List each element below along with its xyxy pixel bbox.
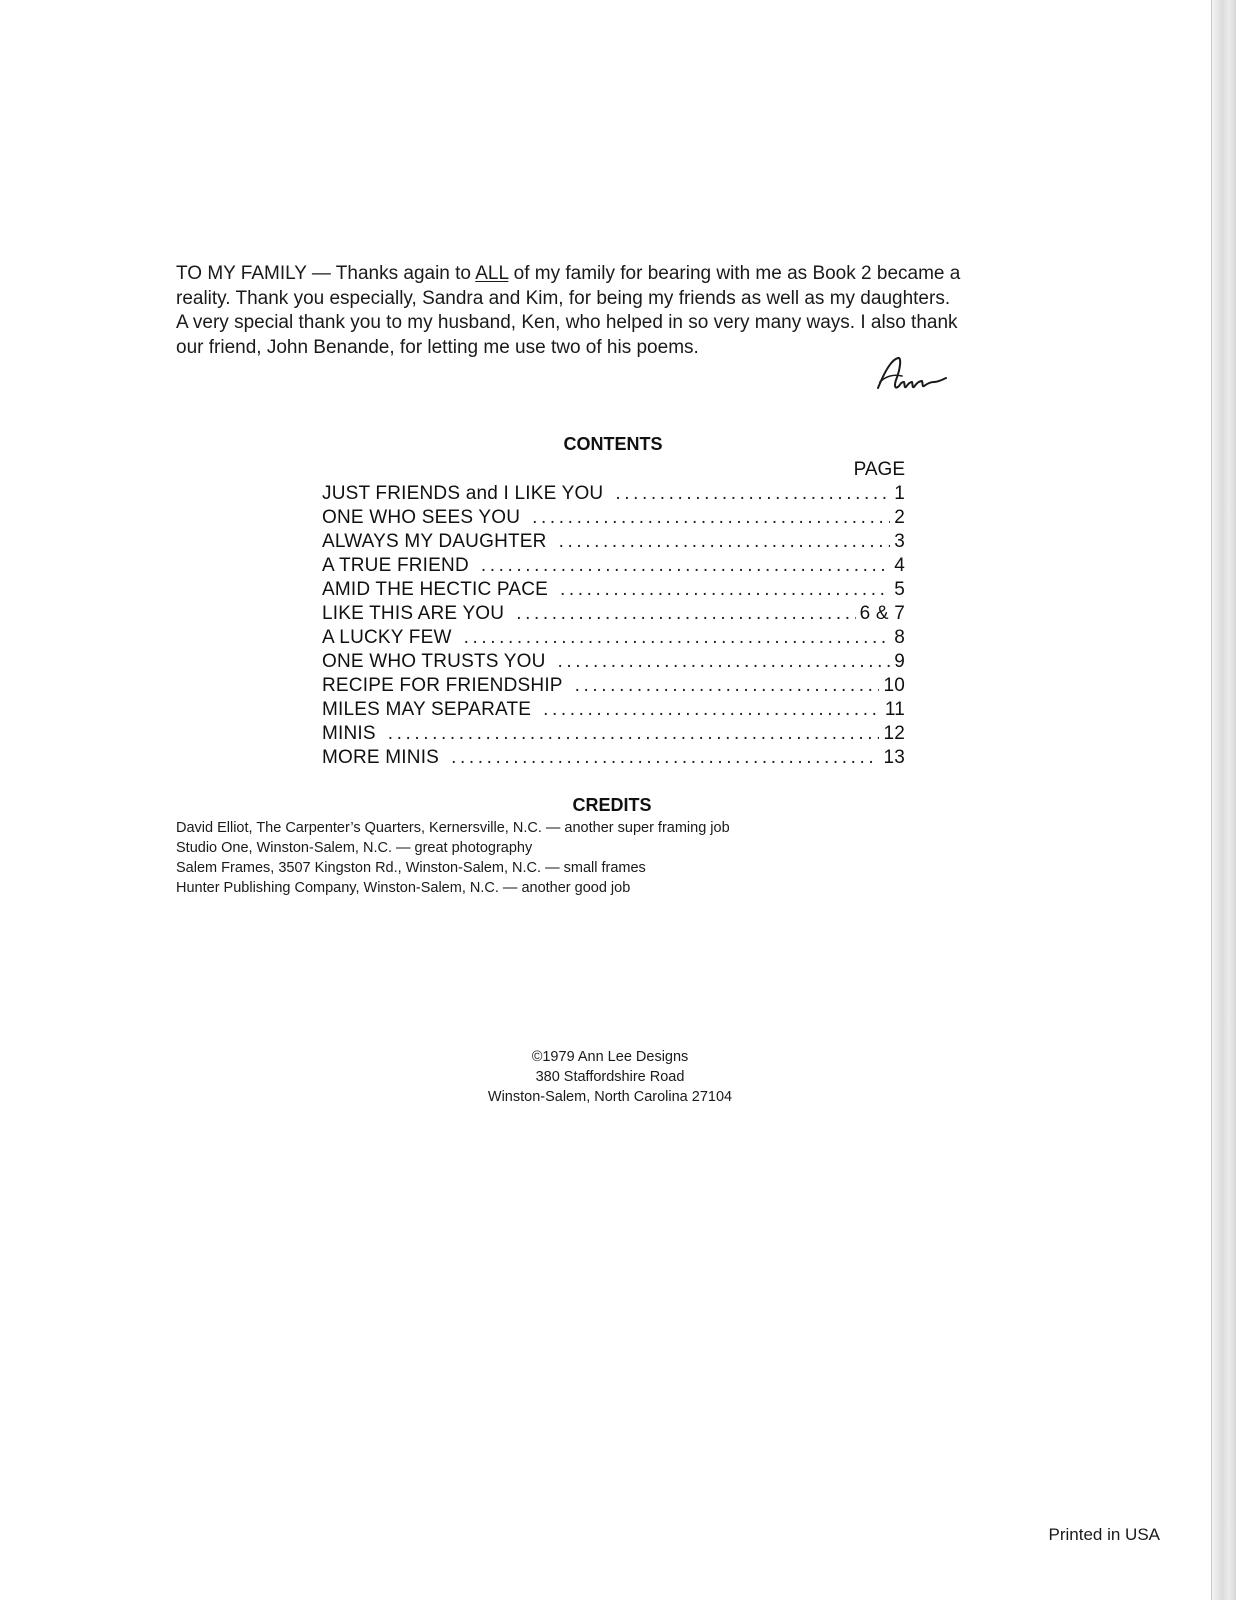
toc-entry-page: 11	[884, 699, 905, 720]
toc-leader-dots	[543, 698, 881, 722]
toc-entry-title: JUST FRIENDS and I LIKE YOU	[322, 483, 604, 504]
printed-in-label: Printed in USA	[1048, 1525, 1160, 1544]
toc-leader-dots	[575, 674, 880, 698]
toc-leader-dots	[560, 578, 890, 602]
copyright-line: ©1979 Ann Lee Designs	[531, 1049, 689, 1065]
toc-entry-page: 2	[894, 507, 905, 528]
toc-entry	[322, 626, 905, 650]
toc-entry-title: A LUCKY FEW	[322, 627, 452, 648]
dedication-line-1	[176, 262, 1076, 287]
toc-entry-page: 4	[894, 555, 905, 576]
credits-heading: CREDITS	[572, 795, 652, 815]
toc-leader-dots	[516, 602, 855, 626]
credit-line: Hunter Publishing Company, Winston-Salem, N.C. — another good job	[176, 880, 631, 896]
dedication-line-4: our friend, John Benande, for letting me use two of his poems.	[176, 336, 699, 358]
toc-entry	[322, 602, 905, 626]
toc-entry-page: 3	[894, 531, 905, 552]
toc-leader-dots	[481, 554, 890, 578]
toc-entry-page: 10	[883, 675, 905, 696]
toc-leader-dots	[464, 626, 891, 650]
toc-entry-title: MINIS	[322, 723, 376, 744]
toc-list	[322, 482, 905, 770]
toc-entry	[322, 530, 905, 554]
dedication-line-1-rest: of my family for bearing with me as Book 2 became a	[508, 263, 961, 284]
toc-entry	[322, 674, 905, 698]
toc-entry-page: 9	[894, 651, 905, 672]
toc-entry-page: 13	[883, 747, 905, 768]
toc-entry	[322, 698, 905, 722]
address-street: 380 Staffordshire Road	[535, 1069, 685, 1085]
toc-entry	[322, 650, 905, 674]
toc-entry-page: 12	[883, 723, 905, 744]
toc-entry-title: RECIPE FOR FRIENDSHIP	[322, 675, 563, 696]
toc-entry	[322, 554, 905, 578]
contents-heading: CONTENTS	[563, 434, 663, 454]
toc-entry-title: LIKE THIS ARE YOU	[322, 603, 505, 624]
dedication-lead: TO MY FAMILY — Thanks again to	[176, 263, 476, 284]
toc-entry-title: ONE WHO SEES YOU	[322, 507, 521, 528]
page-edge	[1211, 0, 1236, 1600]
credit-line: Studio One, Winston-Salem, N.C. — great photography	[176, 840, 533, 856]
handwritten-signature	[872, 352, 962, 408]
credit-line: Salem Frames, 3507 Kingston Rd., Winston-Salem, N.C. — small frames	[176, 860, 646, 876]
toc-leader-dots	[451, 746, 879, 770]
toc-entry	[322, 746, 905, 770]
toc-entry-page: 5	[894, 579, 905, 600]
table-of-contents	[322, 458, 905, 770]
toc-entry	[322, 722, 905, 746]
toc-entry-title: AMID THE HECTIC PACE	[322, 579, 549, 600]
toc-leader-dots	[388, 722, 880, 746]
toc-leader-dots	[559, 530, 891, 554]
toc-entry-page: 6 & 7	[859, 603, 905, 624]
publisher-imprint	[410, 1047, 810, 1107]
toc-entry-title: MORE MINIS	[322, 747, 440, 768]
credits-list	[176, 818, 876, 898]
toc-leader-dots	[532, 506, 890, 530]
dedication	[176, 262, 1076, 360]
dedication-emphasis: ALL	[475, 263, 509, 284]
address-city: Winston-Salem, North Carolina 27104	[487, 1089, 733, 1105]
dedication-line-3: A very special thank you to my husband, Ken, who helped in so very many ways. I also thank	[176, 312, 958, 333]
toc-entry	[322, 482, 905, 506]
toc-entry-page: 8	[894, 627, 905, 648]
toc-leader-dots	[615, 482, 890, 506]
toc-entry-title: ALWAYS MY DAUGHTER	[322, 531, 547, 552]
toc-entry-title: A TRUE FRIEND	[322, 555, 469, 576]
toc-entry-title: ONE WHO TRUSTS YOU	[322, 651, 546, 672]
toc-leader-dots	[558, 650, 891, 674]
toc-page-label: PAGE	[853, 459, 905, 480]
toc-entry	[322, 506, 905, 530]
toc-entry-title: MILES MAY SEPARATE	[322, 699, 532, 720]
toc-entry	[322, 578, 905, 602]
toc-entry-page: 1	[894, 483, 905, 504]
dedication-line-2: reality. Thank you especially, Sandra and Kim, for being my friends as well as my daughters.	[176, 287, 951, 309]
credit-line: David Elliot, The Carpenter’s Quarters, Kernersville, N.C. — another super framing job	[176, 820, 730, 836]
